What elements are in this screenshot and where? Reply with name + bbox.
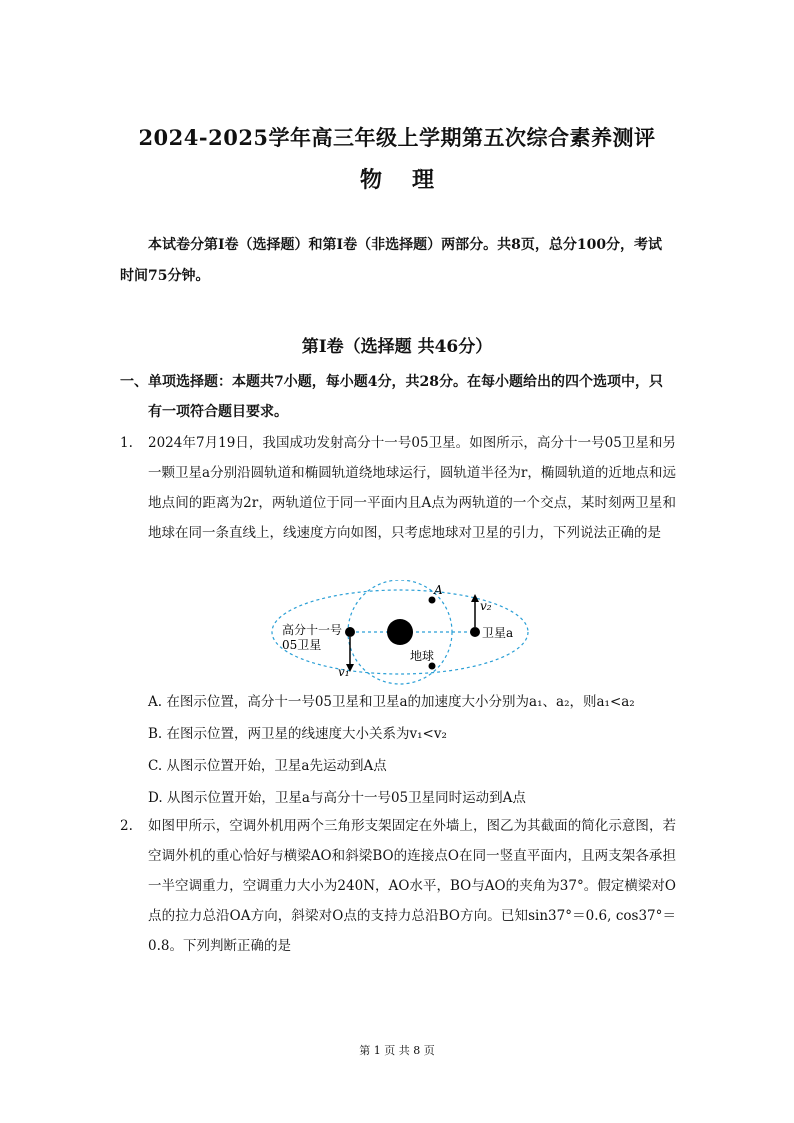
subject-title: 物理 [359, 167, 464, 193]
question-2-number: 2. [120, 818, 133, 834]
exam-intro: 本试卷分第I卷（选择题）和第I卷（非选择题）两部分。共8页，总分100分，考试时间75分钟。 [120, 237, 663, 284]
label-sat2: 卫星a [482, 626, 514, 640]
label-v1: v₁ [338, 665, 350, 679]
orbit-diagram [270, 580, 530, 685]
part-one-cont: 有一项符合题目要求。 [148, 404, 288, 420]
satellite-a [470, 627, 480, 637]
question-1-option-b: B. 在图示位置，两卫星的线速度大小关系为v₁<v₂ [148, 726, 447, 742]
earth [387, 619, 413, 645]
section-title: 第I卷（选择题 共46分） [301, 337, 493, 357]
question-2-stem: 如图甲所示，空调外机用两个三角形支架固定在外墙上，图乙为其截面的简化示意图，若空调外机的重心恰好与横梁AO和斜梁BO的连接点O在同一竖直平面内，且两支架各承担一半空调重力，空调重力大小为240N，AO水平，BO与AO的夹角为37°。假定横梁对O点的拉力总沿OA方向，斜梁对O点的支持力总沿BO方向。已知sin37°＝0.6, cos37°＝0.8。下列判断正确的是 [148, 818, 676, 954]
question-1-number: 1. [120, 435, 133, 451]
question-1-option-a: A. 在图示位置，高分十一号05卫星和卫星a的加速度大小分别为a₁、a₂，则a₁<a₂ [148, 694, 635, 710]
question-1-option-d: D. 从图示位置开始，卫星a与高分十一号05卫星同时运动到A点 [148, 790, 526, 806]
label-earth: 地球 [410, 649, 435, 663]
satellite-1 [345, 627, 355, 637]
label-A: A [434, 583, 443, 597]
point-A [429, 597, 436, 604]
label-sat1-line2: 05卫星 [282, 638, 322, 652]
question-1 [120, 428, 676, 548]
part-one-label: 一、单项选择题：本题共7小题，每小题4分，共28分。在每小题给出的四个选项中，只 [120, 374, 663, 390]
page-footer: 第 1 页 共 8 页 [359, 1044, 435, 1057]
label-sat1-line1: 高分十一号 [282, 623, 343, 637]
label-v2: v₂ [480, 599, 492, 613]
point-B [429, 663, 436, 670]
exam-title: 2024-2025学年高三年级上学期第五次综合素养测评 [138, 125, 656, 150]
v2-arrow [471, 594, 479, 602]
question-1-stem: 2024年7月19日，我国成功发射高分十一号05卫星。如图所示，高分十一号05卫星和另一颗卫星a分别沿圆轨道和椭圆轨道绕地球运行，圆轨道半径为r，椭圆轨道的近地点和远地点间的距离为2r，两轨道位于同一平面内且A点为两轨道的一个交点，某时刻两卫星和地球在同一条直线上，线速度方向如图，只考虑地球对卫星的引力，下列说法正确的是 [148, 435, 676, 541]
question-2 [120, 811, 676, 961]
part-one-heading [120, 367, 680, 427]
question-1-option-c: C. 从图示位置开始，卫星a先运动到A点 [148, 758, 387, 774]
